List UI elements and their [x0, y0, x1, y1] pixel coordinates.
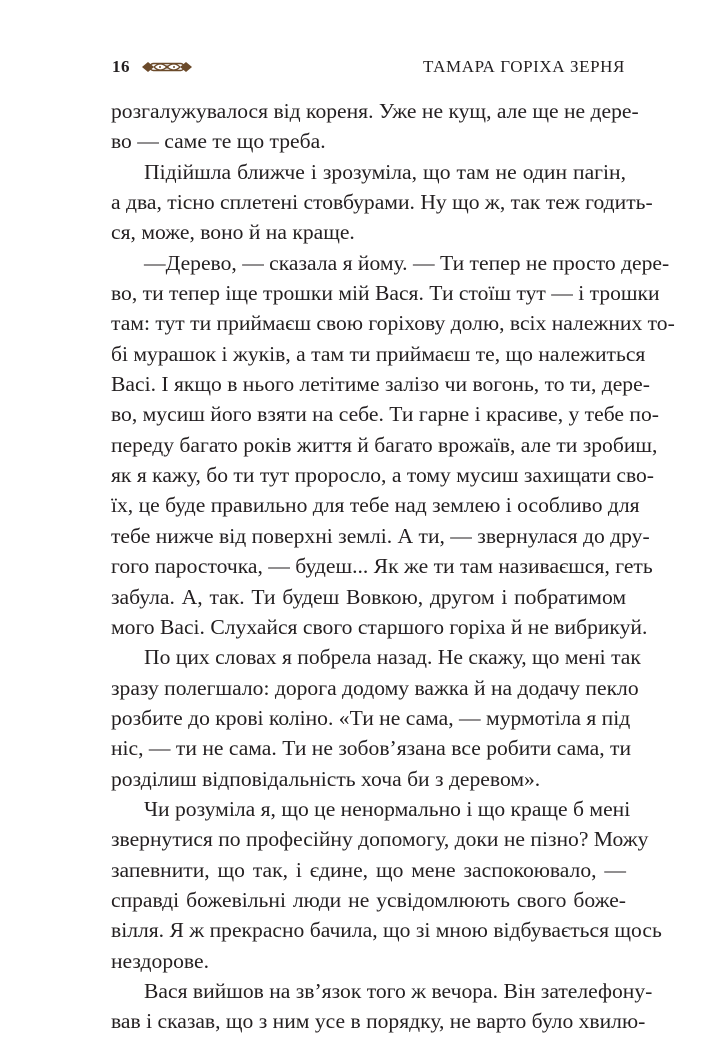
text-line: Васі. І якщо в нього летітиме залізо чи вогонь, то ти, дере- [111, 372, 650, 397]
paragraph [111, 642, 641, 794]
running-header [112, 54, 625, 80]
folio-group [112, 57, 194, 77]
text-line: нездорове. [111, 948, 209, 973]
text-line: во, ти тепер іще трошки мій Вася. Ти стоїш тут — і трошки [111, 281, 660, 306]
text-line: розбите до крові коліно. «Ти не сама, — мурмотіла я під [111, 705, 631, 730]
text-line: забула. А, так. Ти будеш Вовкою, другом і побратимом [111, 584, 626, 609]
text-line: вав і сказав, що з ним усе в порядку, не варто було хвилю- [111, 1009, 646, 1034]
text-line: бі мурашок і жуків, а там ти приймаєш те, що належиться [111, 341, 646, 366]
body-text [111, 96, 675, 1037]
text-line: —Дерево, — сказала я йому. — Ти тепер не просто дере- [144, 250, 670, 275]
book-title-header: ТАМАРА ГОРІХА ЗЕРНЯ [423, 57, 625, 76]
text-line: Вася вийшов на зв’язок того ж вечора. Він зателефону- [144, 978, 653, 1003]
text-line: тебе нижче від поверхні землі. А ти, — звернулася до дру- [111, 523, 650, 548]
text-line: во, мусиш його взяти на себе. Ти гарне і красиве, у тебе по- [111, 402, 659, 427]
page-number: 16 [112, 57, 130, 76]
text-line: розгалужувалося від кореня. Уже не кущ, але ще не дере- [111, 99, 639, 123]
text-line: там: тут ти приймаєш свою горіхову долю, всіх належних то- [111, 311, 675, 336]
paragraph [111, 248, 675, 642]
text-line: вілля. Я ж прекрасно бачила, що зі мною відбувається щось [111, 918, 662, 943]
text-line: Чи розуміла я, що це ненормально і що краще б мені [144, 796, 631, 821]
text-line: ніс, — ти не сама. Ти не зобов’язана все робити сама, ти [111, 736, 632, 761]
text-line: гого паросточка, — будеш... Як же ти там називаєшся, геть [111, 554, 653, 579]
text-line: переду багато років життя й багато врожаїв, але ти зробиш, [111, 432, 658, 457]
decorative-ornament-icon [140, 57, 194, 77]
paragraph [111, 157, 653, 248]
text-line: як я кажу, бо ти тут проросло, а тому мусиш захищати сво- [111, 463, 654, 488]
text-line: їх, це буде правильно для тебе над землею і особливо для [111, 493, 640, 518]
paragraph [111, 794, 662, 976]
text-line: ся, може, воно й на краще. [111, 220, 355, 245]
text-line: запевнити, що так, і єдине, що мене заспокоювало, — [111, 857, 626, 882]
text-line: во — саме те що треба. [111, 129, 326, 154]
paragraph [111, 976, 653, 1037]
text-line: справді божевільні люди не усвідомлюють свого боже- [111, 887, 626, 912]
text-line: Підійшла ближче і зрозуміла, що там не один пагін, [144, 159, 626, 184]
text-line: звернутися по професійну допомогу, доки не пізно? Можу [111, 827, 649, 852]
text-line: мого Васі. Слухайся свого старшого горіха й не вибрикуй. [111, 614, 648, 639]
text-line: розділиш відповідальність хоча би з деревом». [111, 766, 541, 791]
text-line: По цих словах я побрела назад. Не скажу, що мені так [144, 645, 641, 670]
text-line: а два, тісно сплетені стовбурами. Ну що ж, так теж годить- [111, 190, 653, 215]
text-line: зразу полегшало: дорога додому важка й на додачу пекло [111, 675, 639, 700]
paragraph [111, 96, 639, 157]
